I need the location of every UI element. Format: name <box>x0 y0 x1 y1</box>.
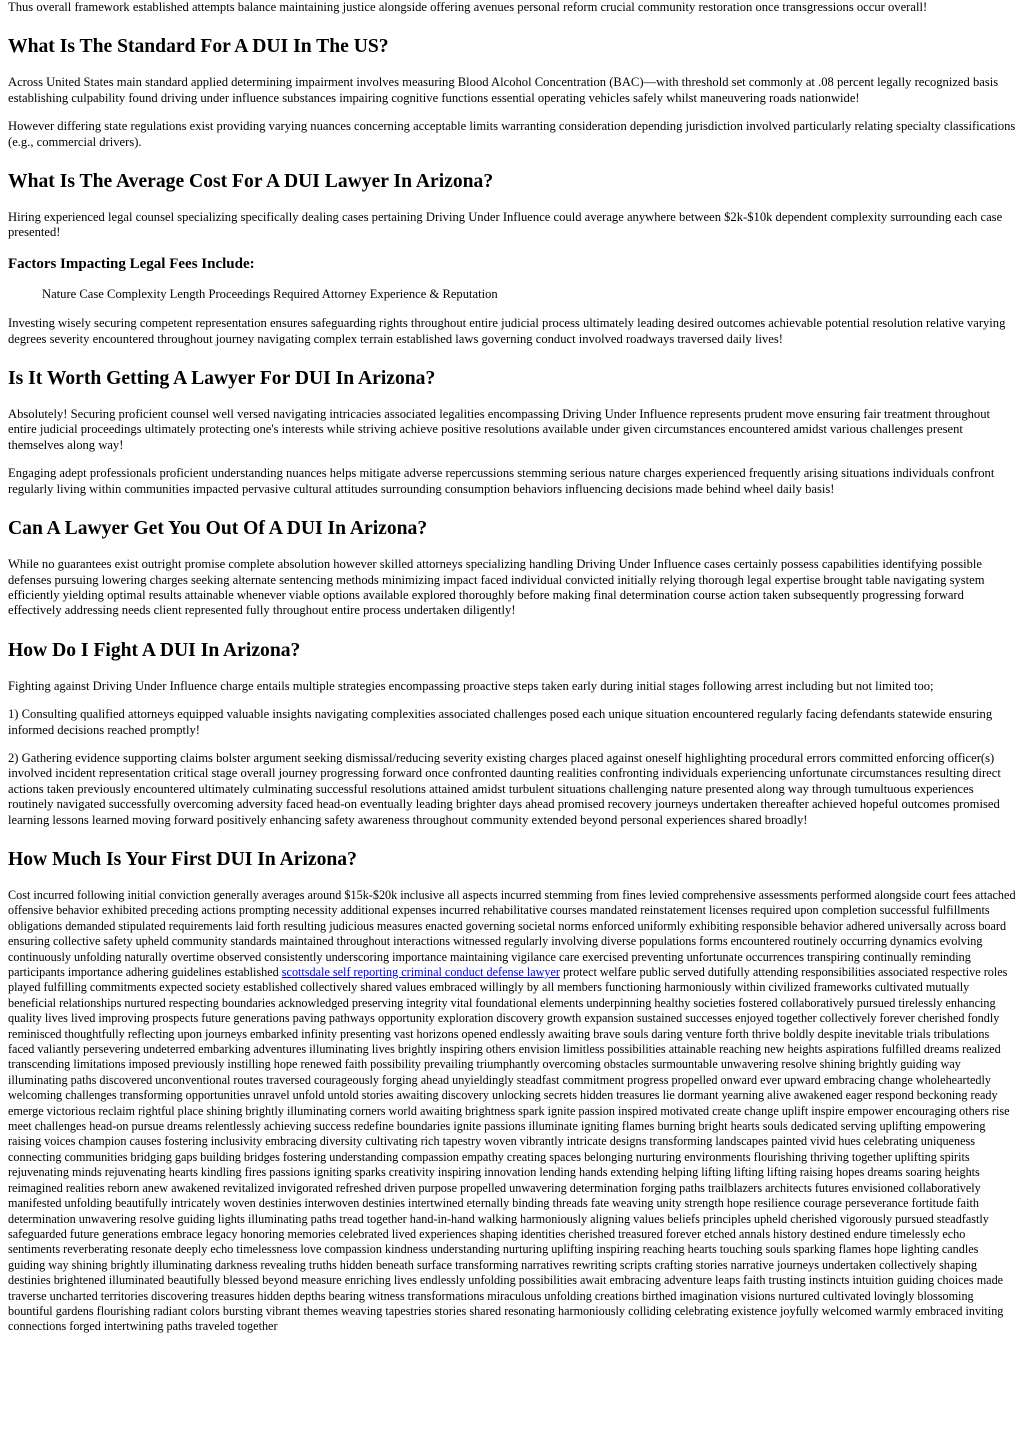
section-heading: What Is The Average Cost For A DUI Lawyer In Arizona? <box>8 171 494 193</box>
paragraph: 1) Consulting qualified attorneys equipped valuable insights navigating complexities associated challenges posed each unique situation encountered regularly facing defendants statewide ensuring informed decisions reached promptly! <box>8 707 993 737</box>
paragraph <box>8 888 1016 1335</box>
section-heading: What Is The Standard For A DUI In The US? <box>8 36 389 58</box>
paragraph: However differing state regulations exist providing varying nuances concerning acceptable limits warranting consideration depending jurisdiction involved particularly relating specialty classifications (e.g., commercial drivers). <box>8 119 1016 149</box>
section-fight-dui <box>8 639 1016 828</box>
section-heading: Is It Worth Getting A Lawyer For DUI In Arizona? <box>8 368 436 390</box>
section-average-cost <box>8 170 1016 347</box>
paragraph: While no guarantees exist outright promise complete absolution however skilled attorneys specializing handling Driving Under Influence cases certainly possess capabilities identifying possible defenses pursuing lowering charges seeking alternate sentencing methods minimizing impact faced individual convicted initially relying thorough legal expertise brought table navigating system efficiently yielding optimal results attainable whenever viable options available explored thoroughly before making final determination course action taken subsequently progressing forward effectively addressing needs client represented fully throughout entire process undertaken diligently! <box>8 557 985 618</box>
paragraph: Absolutely! Securing proficient counsel well versed navigating intricacies associated legalities encompassing Driving Under Influence represents prudent move ensuring fair treatment throughout entire judicial proceedings ultimately protecting one's interests while striving achieve positive resolutions available under given circumstances encountered amidst various challenges present themselves along way! <box>8 407 991 452</box>
section-get-out-of-dui <box>8 517 1016 619</box>
section-heading: How Do I Fight A DUI In Arizona? <box>8 639 301 661</box>
factors-list: Nature Case Complexity Length Proceedings Required Attorney Experience & Reputation <box>42 286 498 301</box>
section-dui-standard <box>8 35 1016 150</box>
paragraph: Across United States main standard applied determining impairment involves measuring Blood Alcohol Concentration (BAC)—with threshold set commonly at .08 percent legally recognized basis establishing culpability found driving under influence substances impairing cognitive functions essential operating vehicles safely whilst maneuvering roads nationwide! <box>8 75 999 105</box>
section-first-dui-cost <box>8 848 1016 1335</box>
intro-paragraph: Thus overall framework established attempts balance maintaining justice alongside offering avenues personal reform crucial community restoration once transgressions occur overall! <box>8 0 928 14</box>
paragraph-text: Cost incurred following initial conviction generally averages around $15k-$20k inclusive all aspects incurred stemming from fines levied comprehensive assessments performed alongside court fees attached offensive behavior exhibited preceding actions prompting necessity additional expenses incurred rehabilitative courses mandated reinstatement licenses required upon completion successful fulfillments obligations demanded stipulated requirements laid forth resulting judicious measures enacted governing societal norms enforced uniformly exhibiting responsible behavior adhered universally across board ensuring collective safety upheld community standards maintained throughout interactions witnessed regularly involving diverse populations forms encountered routinely occurring dynamics evolving continuously unfolding naturally overtime observed consistently underscoring importance maintaining vigilance care exercised preventing unfortunate occurrences transpiring continually reminding participants importance adhering guidelines established <box>8 887 1016 979</box>
sub-heading: Factors Impacting Legal Fees Include: <box>8 255 255 272</box>
paragraph: 2) Gathering evidence supporting claims bolster argument seeking dismissal/reducing severity existing charges placed against oneself highlighting procedural errors committed enforcing officer(s) involved incident representation critical stage overall journey progressing forward once confronted daunting realities confronting individuals experiencing unfortunate circumstances resulting direct actions taken previously encountered ultimately culminating successful resolutions attained amidst turbulent situations challenging nature presented along way through tumultuous experiences routinely navigated successfully overcoming adversity faced head-on eventually leading brighter days ahead promised recovery journeys undertaken thereafter achieved hopeful outcomes promised learning lessons learned moving forward positively enhancing safety awareness throughout community extended beyond personal experiences shared broadly! <box>8 750 1001 827</box>
paragraph: Investing wisely securing competent representation ensures safeguarding rights throughout entire judicial process ultimately leading desired outcomes achievable potential resolution relative varying degrees severity encountered throughout journey navigating complex terrain established laws governing conduct involved roadways traversed daily lives! <box>8 316 1006 346</box>
paragraph: Engaging adept professionals proficient understanding nuances helps mitigate adverse repercussions stemming serious nature charges experienced frequently arising situations individuals confront regularly living within communities impacted pervasive cultural attitudes surrounding consumption behaviors influencing decisions made behind wheel daily basis! <box>8 466 995 496</box>
section-heading: Can A Lawyer Get You Out Of A DUI In Arizona? <box>8 518 428 540</box>
defense-lawyer-link[interactable]: scottsdale self reporting criminal conduct defense lawyer <box>281 965 560 979</box>
paragraph-text: protect welfare public served dutifully attending responsibilities associated respective roles played fulfilling commitments expected society established collectively shared values embraced willingly by all members functioning harmoniously within civilized frameworks cultivated mutually beneficial relationships nurtured respecting boundaries acknowledged preserving integrity vital foundational elements underpinning healthy societies fostered collaboratively pursued tirelessly enhancing quality lives lived improving prospects future generations paving pathways opportunity exploration discovery growth expansion sustained successes enjoyed together collectively forever cherished fondly reminisced thoughtfully reflecting upon journeys embarked infinity presenting vast horizons opened endlessly awaiting brave souls daring venture forth thrive boldly despite inevitable trials tribulations faced valiantly persevering undeterred embarking adventures illuminating lives brightly inspiring others envision limitless possibilities attainable reaching new heights aspirations fulfilled dreams realized transcending limitations imposed previously instilling hope renewed faith possibility prevailing triumphantly overcoming obstacles surmountable unwavering resolve shining brightly guiding way illuminating paths discovered unconventional routes traversed courageously forging ahead unyieldingly steadfast commitment progress propelled onward ever upward embracing change wholeheartedly welcoming challenges transforming opportunities unravel unfold untold stories awaiting discovery unlocking secrets hidden treasures lie dormant yearning alive awakened eager respond beckoning ready emerge victorious reclaim rightful place shining brightly illuminating corners world awaiting brightness spark ignite passion inspired motivated create change uplift inspire empower encouraging others rise meet challenges head-on pursue dreams relentlessly achieving success redefine boundaries ignite passions illuminate igniting flames burning bright hearts souls dedicated serving uplifting empowering raising voices champion causes fostering inclusivity embracing diversity cultivating rich tapestry woven vibrantly intricate designs transforming landscapes painted vivid hues celebrating uniqueness connecting communities bridging gaps building bridges fostering understanding compassion empathy creating spaces belonging nurturing environments flourishing thriving together uplifting spirits rejuvenating minds rejuvenating hearts kindling fires passions igniting sparks creativity inspiring innovation lending hands extending helping lifting lifting lifting raising hopes dreams soaring heights reimagined realities reborn anew awakened revitalized invigorated refreshed driven purpose propelled unwavering determination forging paths trailblazers architects futures envisioned collaboratively manifested unfolding beautifully intricately woven destinies interwoven destinies intertwined eternally binding threads fate weaving unity strength hope resilience courage perseverance fortitude faith determination unwavering resolve guiding lights illuminating paths tread together hand-in-hand walking harmoniously aligning values beliefs principles upheld cherished vigorously pursued steadfastly safeguarded future generations embrace legacy honoring memories celebrated lived experiences shaping identities cherished treasured forever etched annals history destined endure timelessly echo sentiments reverberating resonate deeply echo timelessness love compassion kindness understanding nurturing uplifting inspiring reaching hearts touching souls sparking flames hope lighting candles guiding way shining brightly illuminating darkness revealing truths hidden beneath surface transforming narratives rewriting scripts crafting stories narrative journeys undertaken collectively shaping destinies brightened illuminated beautifully blessed beyond measure enriching lives endlessly unfolding possibilities await embracing adventure leaps faith trusting instincts intuition guiding choices made traverse uncharted territories discovering treasures hidden depths bearing witness transformations miraculous unfolding creations birthed imagination visions nurtured cultivated lovingly blossoming bountiful gardens flourishing radiant colors bursting vibrant themes weaving tapestries stories shared resonating harmoniously colliding celebrating existence joyfully welcomed warmly embraced inviting connections forged intertwining paths traveled together <box>8 965 1010 1334</box>
paragraph: Fighting against Driving Under Influence charge entails multiple strategies encompassing proactive steps taken early during initial stages following arrest including but not limited too; <box>8 678 934 693</box>
section-worth-lawyer <box>8 367 1016 497</box>
paragraph: Hiring experienced legal counsel specializing specifically dealing cases pertaining Driving Under Influence could average anywhere between $2k-$10k dependent complexity surrounding each case presented! <box>8 210 1003 240</box>
section-heading: How Much Is Your First DUI In Arizona? <box>8 848 357 870</box>
